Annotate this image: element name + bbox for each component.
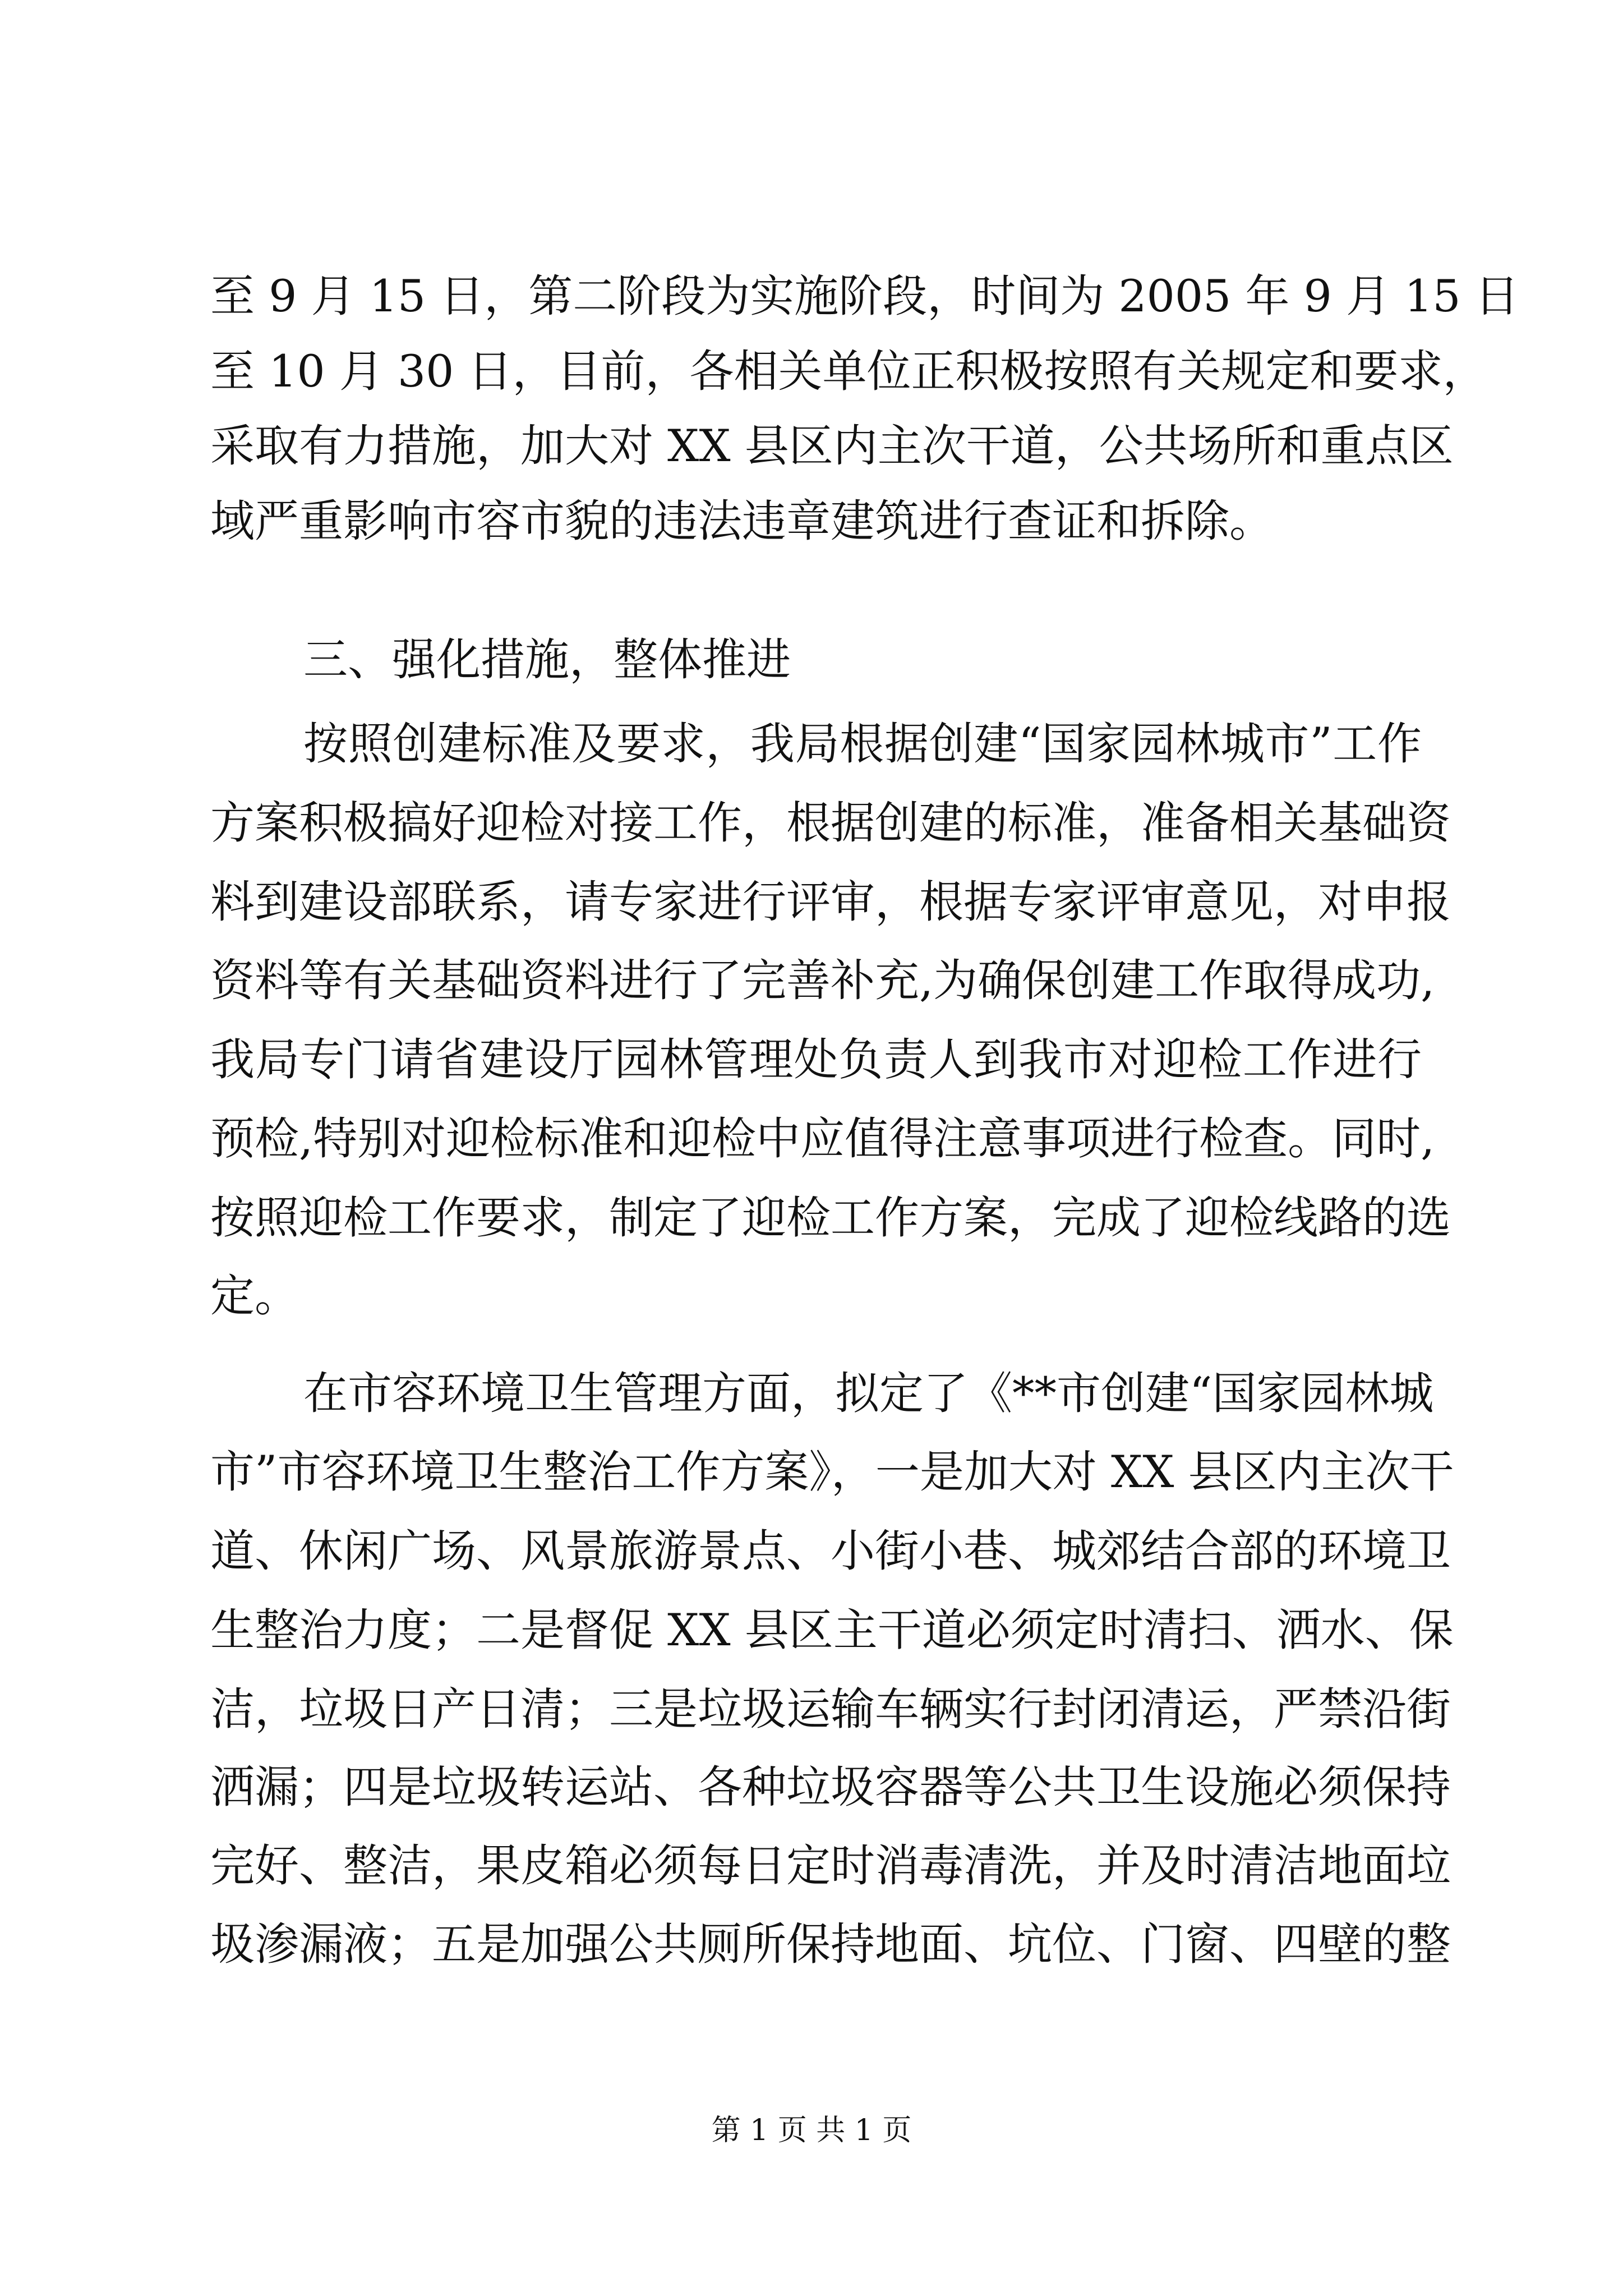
body-text-line: 洒漏；四是垃圾转运站、各种垃圾容器等公共卫生设施必须保持 bbox=[210, 1761, 1451, 1813]
body-text-line: 道、休闲广场、风景旅游景点、小街小巷、城郊结合部的环境卫 bbox=[210, 1525, 1451, 1577]
body-text-line: 我局专门请省建设厅园林管理处负责人到我市对迎检工作进行 bbox=[210, 1034, 1422, 1085]
body-text-line: 洁，垃圾日产日清；三是垃圾运输车辆实行封闭清运，严禁沿街 bbox=[210, 1683, 1451, 1735]
body-text-line: 完好、整洁，果皮箱必须每日定时消毒清洗，并及时清洁地面垃 bbox=[210, 1840, 1451, 1892]
body-text-line: 料到建设部联系，请专家进行评审，根据专家评审意见，对申报 bbox=[210, 876, 1451, 928]
section-heading: 三、强化措施，整体推进 bbox=[303, 634, 791, 685]
body-text-line: 在市容环境卫生管理方面，拟定了《**市创建“国家园林城 bbox=[303, 1368, 1434, 1419]
body-text-line: 定。 bbox=[210, 1270, 299, 1322]
body-text-line: 圾渗漏液；五是加强公共厕所保持地面、坑位、门窗、四壁的整 bbox=[210, 1918, 1451, 1970]
body-text-line: 至 10 月 30 日，目前，各相关单位正积极按照有关规定和要求， bbox=[210, 346, 1487, 397]
body-text-line: 资料等有关基础资料进行了完善补充,为确保创建工作取得成功, bbox=[210, 955, 1435, 1006]
body-text-line: 预检,特别对迎检标准和迎检中应值得注意事项进行检查。同时, bbox=[210, 1113, 1435, 1165]
body-text-line: 按照创建标准及要求，我局根据创建“国家园林城市”工作 bbox=[303, 718, 1422, 770]
body-text-line: 域严重影响市容市貌的违法违章建筑进行查证和拆除。 bbox=[210, 495, 1274, 547]
body-text-line: 至 9 月 15 日，第二阶段为实施阶段，时间为 2005 年 9 月 15 日 bbox=[210, 270, 1519, 322]
body-text-line: 方案积极搞好迎检对接工作，根据创建的标准，准备相关基础资 bbox=[210, 797, 1451, 849]
body-text-line: 生整治力度；二是督促 XX 县区主干道必须定时清扫、洒水、保 bbox=[210, 1604, 1454, 1656]
page-number-footer: 第 1 页 共 1 页 bbox=[711, 2114, 912, 2147]
body-text-line: 市”市容环境卫生整治工作方案》，一是加大对 XX 县区内主次干 bbox=[210, 1446, 1454, 1498]
body-text-line: 采取有力措施，加大对 XX 县区内主次干道，公共场所和重点区 bbox=[210, 420, 1454, 472]
body-text-line: 按照迎检工作要求，制定了迎检工作方案，完成了迎检线路的选 bbox=[210, 1192, 1451, 1244]
